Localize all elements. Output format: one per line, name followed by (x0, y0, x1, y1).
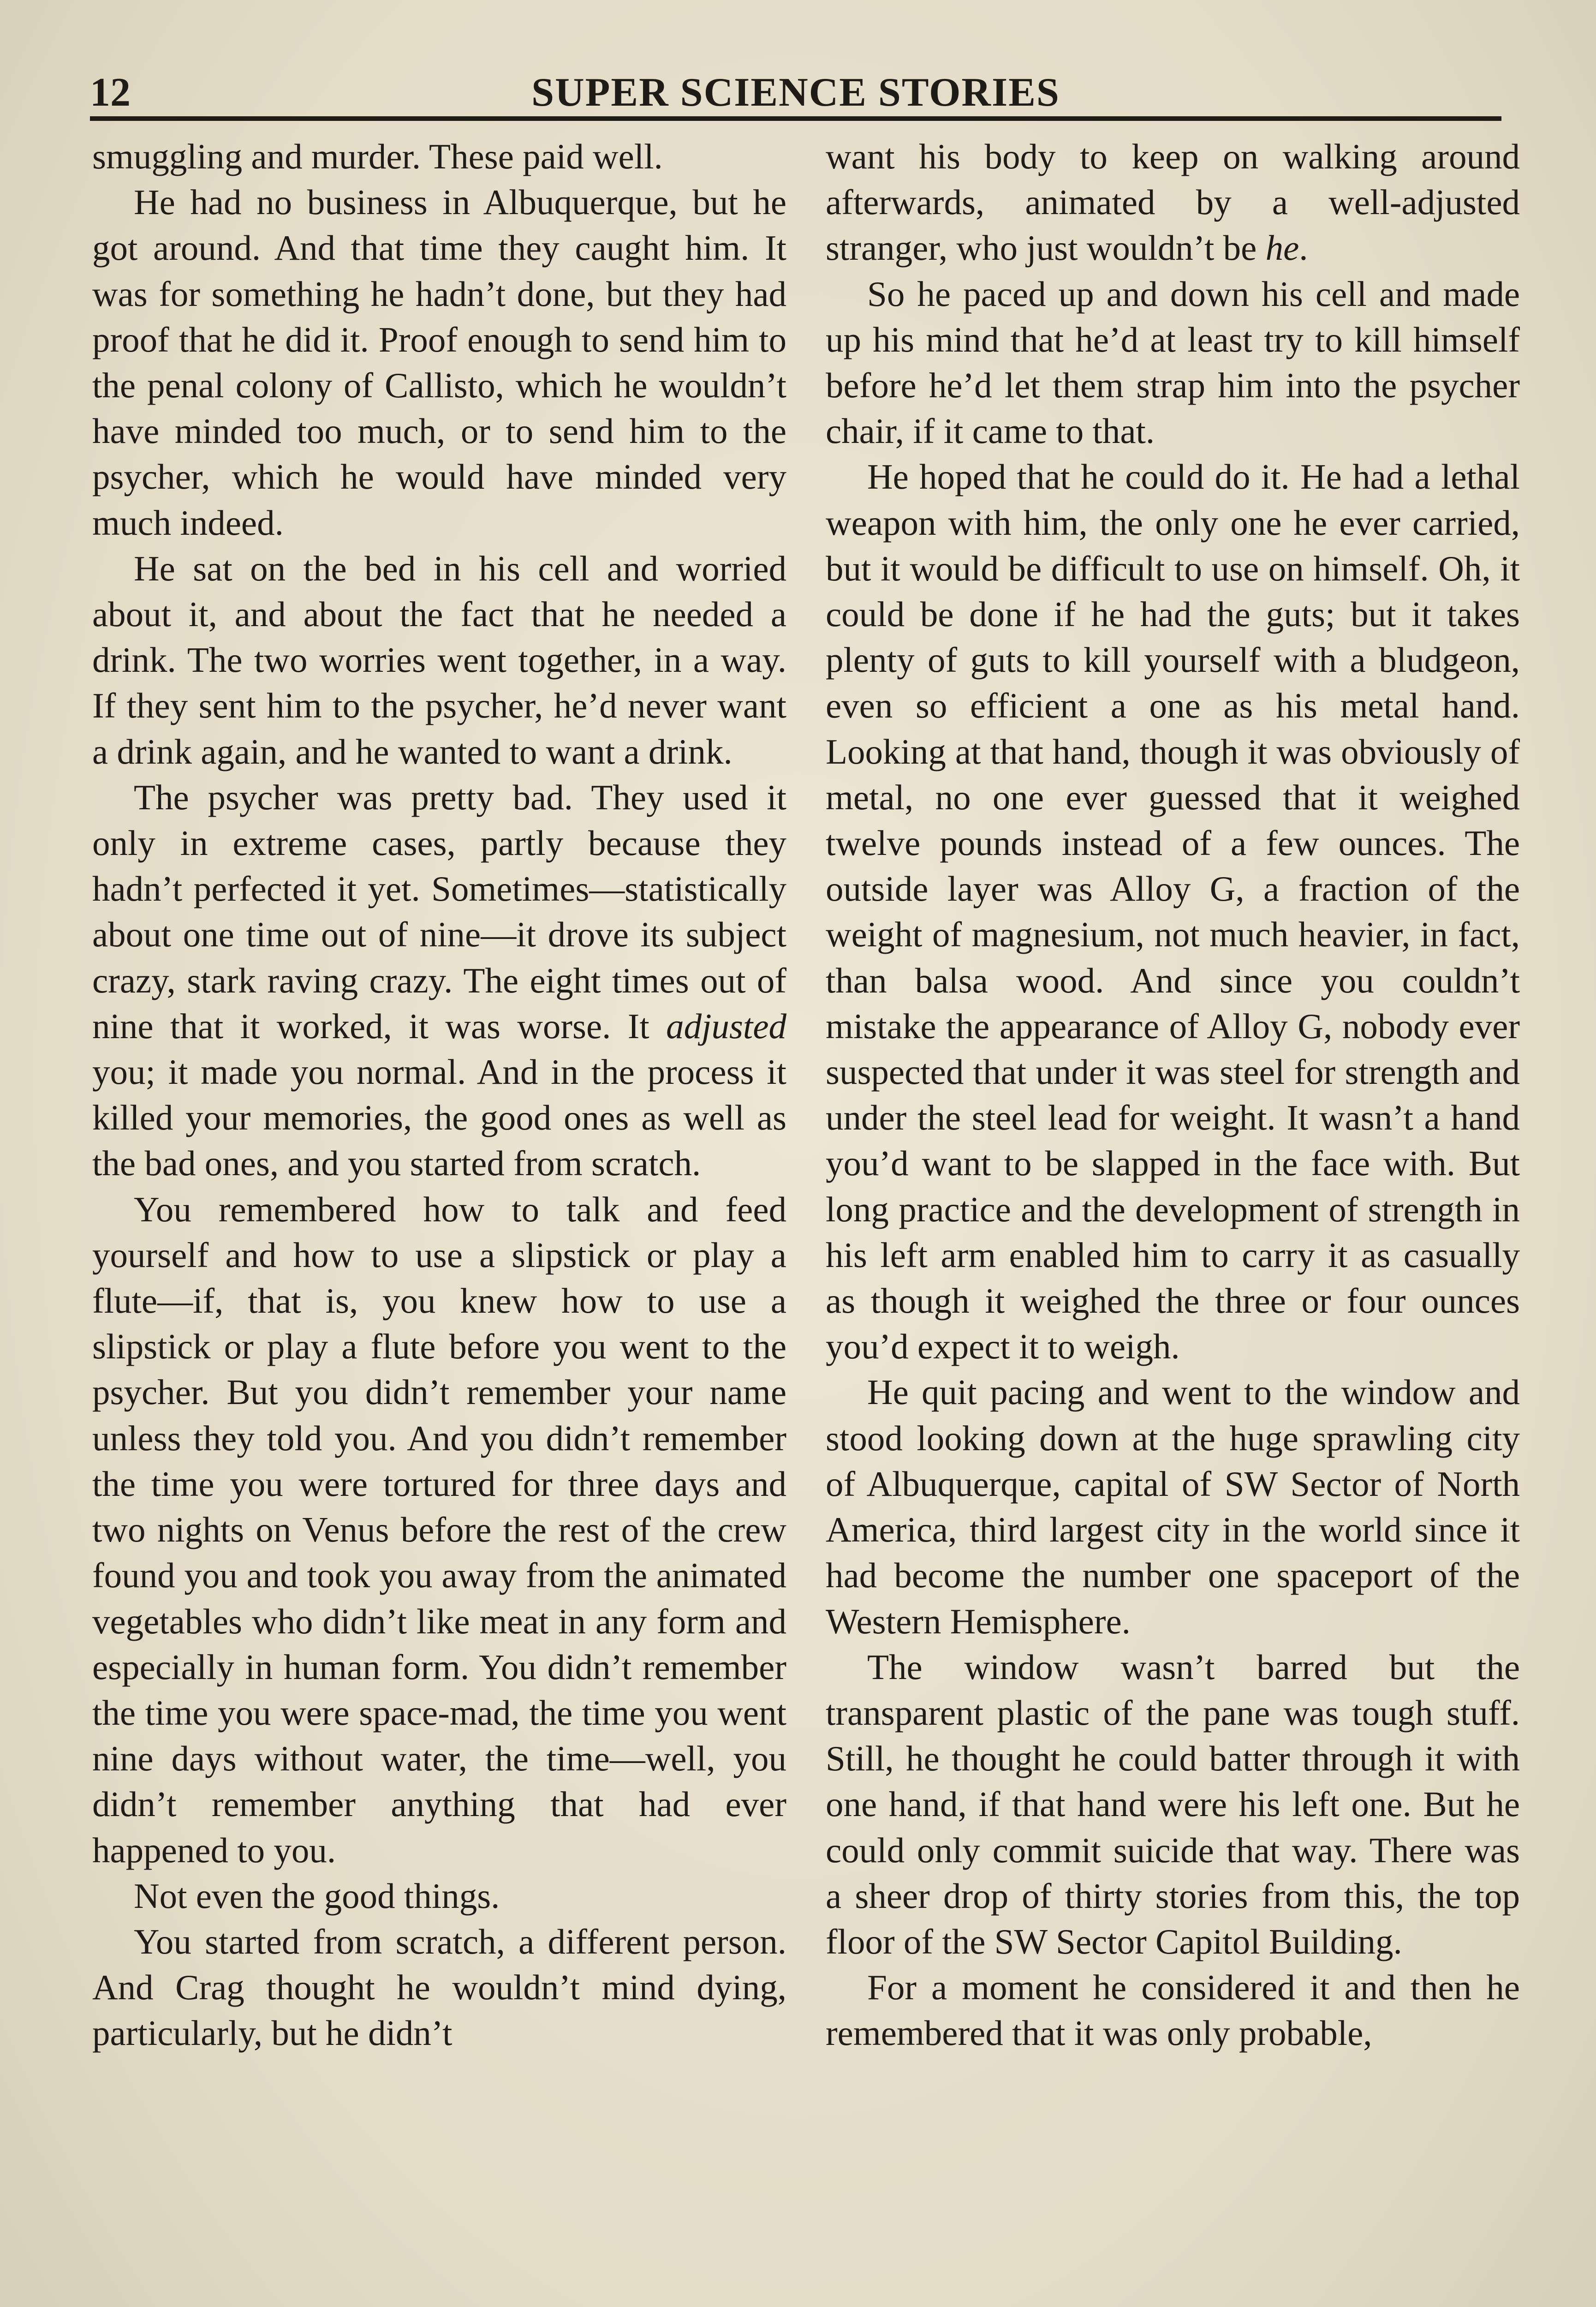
italic-word: adjusted (666, 1006, 786, 1046)
italic-word: he (1265, 228, 1299, 268)
paragraph: You remembered how to talk and feed yourself and how to use a slipstick or play a flute—if, that is, you knew how to use a slipstick or play a flute before you went to the psycher. But you didn’t remember your name unless they told you. And you didn’t remember the time you were tortured for three days and two nights on Venus before the rest of the crew found you and took you away from the animated vegetables who didn’t like meat in any form and especially in human form. You didn’t remember the time you were space-mad, the time you went nine days without water, the time—well, you didn’t remember anything that had ever happened to you. (92, 1189, 786, 1870)
paragraph-text: . (1299, 228, 1308, 268)
paragraph: He hoped that he could do it. He had a lethal weapon with him, the only one he ever carried, but it would be difficult to use on himself. Oh, it could be done if he had the guts; but it takes plenty of guts to kill yourself with a bludgeon, even so efficient a one as his metal hand. Looking at that hand, though it was obviously of metal, no one ever guessed that it weighed twelve pounds instead of a few ounces. The outside layer was Alloy G, a fraction of the weight of magnesium, not much heavier, in fact, than balsa wood. And since you couldn’t mistake the appearance of Alloy G, nobody ever suspected that under it was steel for strength and under the steel lead for weight. It wasn’t a hand you’d want to be slapped in the face with. But long practice and the development of strength in his left arm enabled him to carry it as casually as though it weighed the three or four ounces you’d expect it to weigh. (826, 457, 1520, 1367)
paragraph-text: you; it made you normal. And in the process it killed your memories, the good ones as well as the bad ones, and you started from scratch. (92, 1052, 786, 1183)
paragraph (92, 775, 786, 1187)
paragraph: The window wasn’t barred but the transparent plastic of the pane was tough stuff. Still, he thought he could batter through it with one hand, if that hand were his left one. But he could only commit suicide that way. There was a sheer drop of thirty stories from this, the top floor of the SW Sector Capitol Building. (826, 1647, 1520, 1961)
paragraph: He sat on the bed in his cell and worried about it, and about the fact that he needed a drink. The two worries went together, in a way. If they sent him to the psycher, he’d never want a drink again, and he wanted to want a drink. (92, 548, 786, 771)
paragraph-text: The psycher was pretty bad. They used it only in extreme cases, partly because they hadn’t perfected it yet. Sometimes—statistically about one time out of nine—it drove its subject crazy, stark raving crazy. The eight times out of nine that it worked, it was worse. It (92, 777, 786, 1046)
right-column (826, 134, 1520, 2056)
paragraph: You started from scratch, a different person. And Crag thought he wouldn’t mind dying, particularly, but he didn’t (92, 1921, 786, 2053)
paragraph: smuggling and murder. These paid well. (92, 137, 663, 176)
paragraph: So he paced up and down his cell and made up his mind that he’d at least try to kill himself before he’d let them strap him into the psycher chair, if it came to that. (826, 274, 1520, 451)
paragraph: Not even the good things. (134, 1876, 500, 1916)
left-column (92, 134, 786, 2056)
page-header (90, 60, 1501, 125)
page-number: 12 (90, 70, 131, 115)
running-head: SUPER SCIENCE STORIES (531, 70, 1060, 115)
paragraph-text: want his body to keep on walking around afterwards, animated by a well-adjusted stranger, who just wouldn’t be (826, 137, 1520, 268)
header-rule (90, 116, 1501, 121)
paragraph: He quit pacing and went to the window and stood looking down at the huge sprawling city of Albuquerque, capital of SW Sector of North America, third largest city in the world since it had become the number one spaceport of the Western Hemisphere. (826, 1372, 1520, 1641)
paragraph: For a moment he considered it and then he remembered that it was only probable, (826, 1967, 1520, 2053)
paragraph (826, 134, 1520, 271)
paragraph: He had no business in Albuquerque, but he got around. And that time they caught him. It was for something he hadn’t done, but they had proof that he did it. Proof enough to send him to the penal colony of Callisto, which he wouldn’t have minded too much, or to send him to the psycher, which he would have minded very much indeed. (92, 182, 786, 543)
